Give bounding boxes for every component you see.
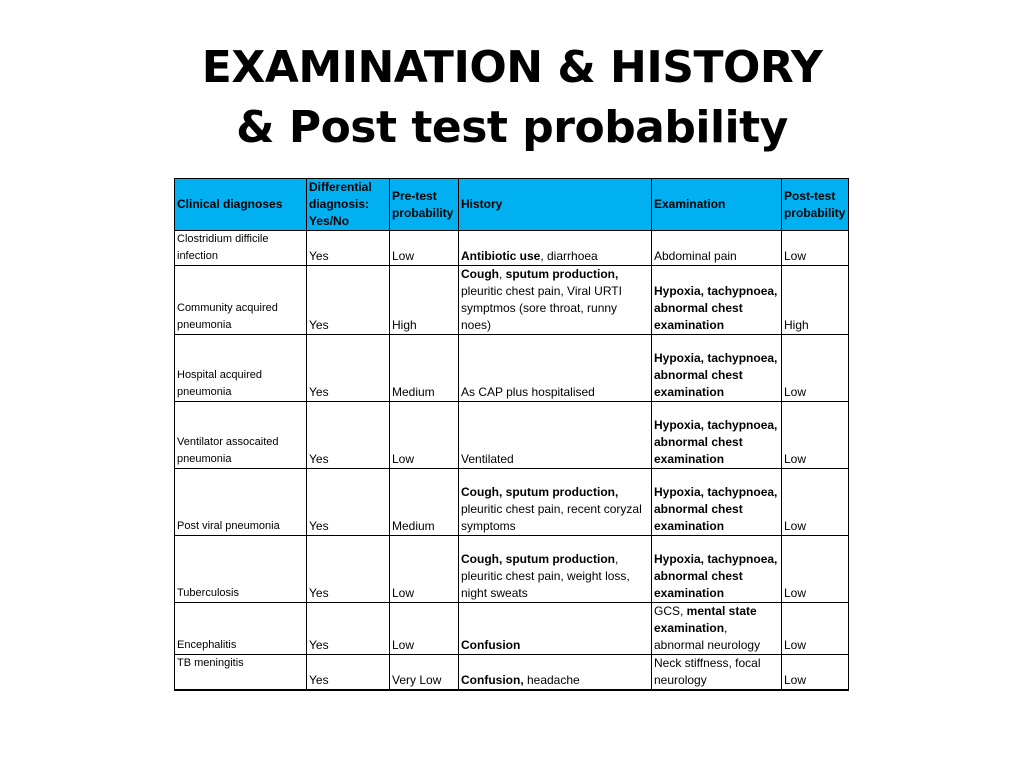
- cell-pretest: Low: [390, 603, 459, 655]
- header-clinical-diagnoses: Clinical diagnoses: [175, 179, 307, 231]
- cell-posttest: Low: [782, 655, 849, 691]
- table-row: [175, 603, 849, 655]
- cell-pretest: Low: [390, 231, 459, 266]
- table-row: [175, 536, 849, 603]
- history-text: pleuritic chest pain, recent coryzal symptoms: [461, 502, 642, 533]
- cell-examination: Neck stiffness, focal neurology: [652, 655, 782, 691]
- history-bold: Confusion,: [461, 673, 524, 687]
- cell-history: [459, 266, 652, 335]
- table-header-row: [175, 179, 849, 231]
- cell-diagnosis: Community acquired pneumonia: [175, 266, 307, 335]
- cell-posttest: Low: [782, 469, 849, 536]
- history-separator: ,: [499, 267, 506, 281]
- cell-differential: Yes: [307, 402, 390, 469]
- exam-bold: Hypoxia, tachypnoea, abnormal chest examination: [654, 552, 778, 600]
- exam-bold: Hypoxia, tachypnoea, abnormal chest examination: [654, 418, 778, 466]
- header-differential-diagnosis: Differential diagnosis: Yes/No: [307, 179, 390, 231]
- cell-diagnosis: Clostridium difficile infection: [175, 231, 307, 266]
- exam-bold: Hypoxia, tachypnoea, abnormal chest examination: [654, 351, 778, 399]
- cell-pretest: Very Low: [390, 655, 459, 691]
- history-bold: sputum production,: [505, 267, 619, 281]
- exam-text: GCS,: [654, 604, 687, 618]
- table-row: [175, 402, 849, 469]
- cell-history: [459, 536, 652, 603]
- cell-examination: [652, 335, 782, 402]
- history-bold: Antibiotic use: [461, 249, 541, 263]
- cell-differential: Yes: [307, 655, 390, 691]
- history-text: , pleuritic chest pain, weight loss, night sweats: [461, 552, 630, 600]
- header-history: History: [459, 179, 652, 231]
- cell-differential: Yes: [307, 266, 390, 335]
- cell-examination: [652, 266, 782, 335]
- cell-pretest: Low: [390, 402, 459, 469]
- table-row: [175, 231, 849, 266]
- exam-text: , abnormal neurology: [654, 621, 761, 652]
- cell-history: [459, 603, 652, 655]
- cell-history: [459, 231, 652, 266]
- cell-diagnosis: TB meningitis: [175, 655, 307, 691]
- cell-pretest: Low: [390, 536, 459, 603]
- cell-history: [459, 655, 652, 691]
- cell-pretest: Medium: [390, 335, 459, 402]
- cell-examination: [652, 402, 782, 469]
- history-bold: Cough: [461, 267, 499, 281]
- cell-diagnosis: Encephalitis: [175, 603, 307, 655]
- cell-examination: [652, 469, 782, 536]
- cell-posttest: Low: [782, 231, 849, 266]
- cell-posttest: Low: [782, 536, 849, 603]
- cell-examination: Abdominal pain: [652, 231, 782, 266]
- cell-history: Ventilated: [459, 402, 652, 469]
- cell-pretest: Medium: [390, 469, 459, 536]
- header-pre-test-probability: Pre-test probability: [390, 179, 459, 231]
- table-row: [175, 266, 849, 335]
- cell-diagnosis: Ventilator assocaited pneumonia: [175, 402, 307, 469]
- cell-pretest: High: [390, 266, 459, 335]
- diagnosis-table: [174, 178, 849, 691]
- header-examination: Examination: [652, 179, 782, 231]
- cell-differential: Yes: [307, 469, 390, 536]
- slide-title: [0, 38, 1024, 158]
- history-bold: Confusion: [461, 638, 521, 652]
- history-text: , diarrhoea: [540, 249, 598, 263]
- cell-examination: [652, 536, 782, 603]
- history-text: headache: [523, 673, 580, 687]
- exam-bold: mental state examination: [654, 604, 757, 635]
- cell-diagnosis: Post viral pneumonia: [175, 469, 307, 536]
- slide-title-line-2: & Post test probability: [236, 102, 788, 153]
- cell-posttest: Low: [782, 402, 849, 469]
- cell-posttest: Low: [782, 335, 849, 402]
- cell-posttest: Low: [782, 603, 849, 655]
- table-row: [175, 335, 849, 402]
- cell-examination: [652, 603, 782, 655]
- table-row: [175, 655, 849, 691]
- history-text: pleuritic chest pain, Viral URTI symptmos (sore throat, runny noes): [461, 284, 622, 332]
- history-bold: Cough, sputum production: [461, 552, 615, 566]
- cell-diagnosis: Hospital acquired pneumonia: [175, 335, 307, 402]
- table-row: [175, 469, 849, 536]
- cell-differential: Yes: [307, 335, 390, 402]
- history-bold: Cough, sputum production,: [461, 485, 619, 499]
- slide-title-line-1: EXAMINATION & HISTORY: [201, 42, 823, 93]
- cell-differential: Yes: [307, 536, 390, 603]
- cell-differential: Yes: [307, 603, 390, 655]
- exam-bold: Hypoxia, tachypnoea, abnormal chest examination: [654, 284, 778, 332]
- cell-posttest: High: [782, 266, 849, 335]
- cell-differential: Yes: [307, 231, 390, 266]
- cell-history: As CAP plus hospitalised: [459, 335, 652, 402]
- header-post-test-probability: Post-test probability: [782, 179, 849, 231]
- exam-bold: Hypoxia, tachypnoea, abnormal chest examination: [654, 485, 778, 533]
- cell-diagnosis: Tuberculosis: [175, 536, 307, 603]
- cell-history: [459, 469, 652, 536]
